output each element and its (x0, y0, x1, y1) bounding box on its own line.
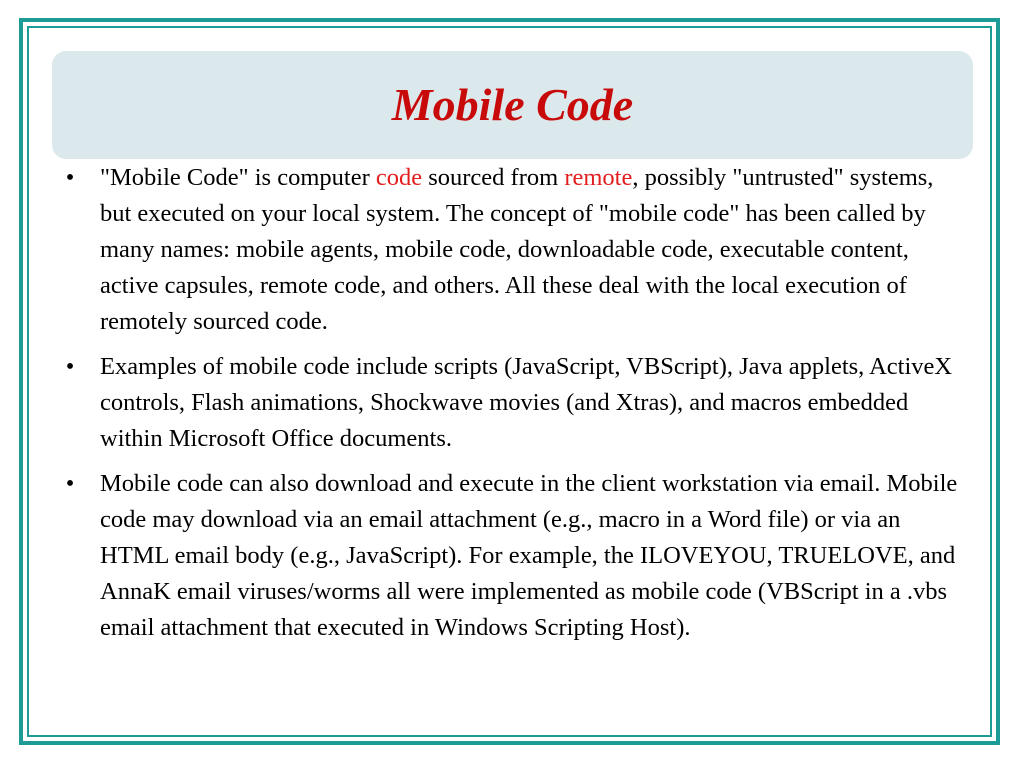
bullet-icon: • (65, 470, 75, 497)
bullet-icon: • (65, 164, 75, 191)
bullet-item (60, 466, 960, 646)
bullet-text-part: "Mobile Code" is computer (100, 164, 376, 191)
bullet-text-part: sourced from (422, 164, 565, 191)
bullet-text: Examples of mobile code include scripts (JavaScript, VBScript), Java applets, ActiveX controls, Flash animations, Shockwave movies (and Xtras), and macros embedded within Microsoft Office documents. (100, 353, 953, 452)
bullet-list (60, 160, 960, 655)
bullet-text: Mobile code can also download and execute in the client workstation via email. Mobile code may download via an email attachment (e.g., macro in a Word file) or via an HTML email body (e.g., JavaScript). For example, the ILOVEYOU, TRUELOVE, and AnnaK email viruses/worms all were implemented as mobile code (VBScript in a .vbs email attachment that executed in Windows Scripting Host). (100, 470, 958, 641)
slide-title: Mobile Code (391, 79, 634, 130)
title-box (52, 51, 973, 159)
highlight-remote: remote (564, 164, 633, 191)
bullet-item (60, 349, 960, 457)
bullet-text-part: , possibly "untrusted" systems, but executed on your local system. The concept of "mobile code" has been called by many names: mobile agents, mobile code, downloadable code, executable content, active capsules, remote code, and others. All these deal with the local execution of remotely sourced code. (100, 164, 934, 335)
bullet-icon: • (65, 353, 75, 380)
highlight-code: code (375, 164, 423, 191)
bullet-item (60, 160, 960, 340)
